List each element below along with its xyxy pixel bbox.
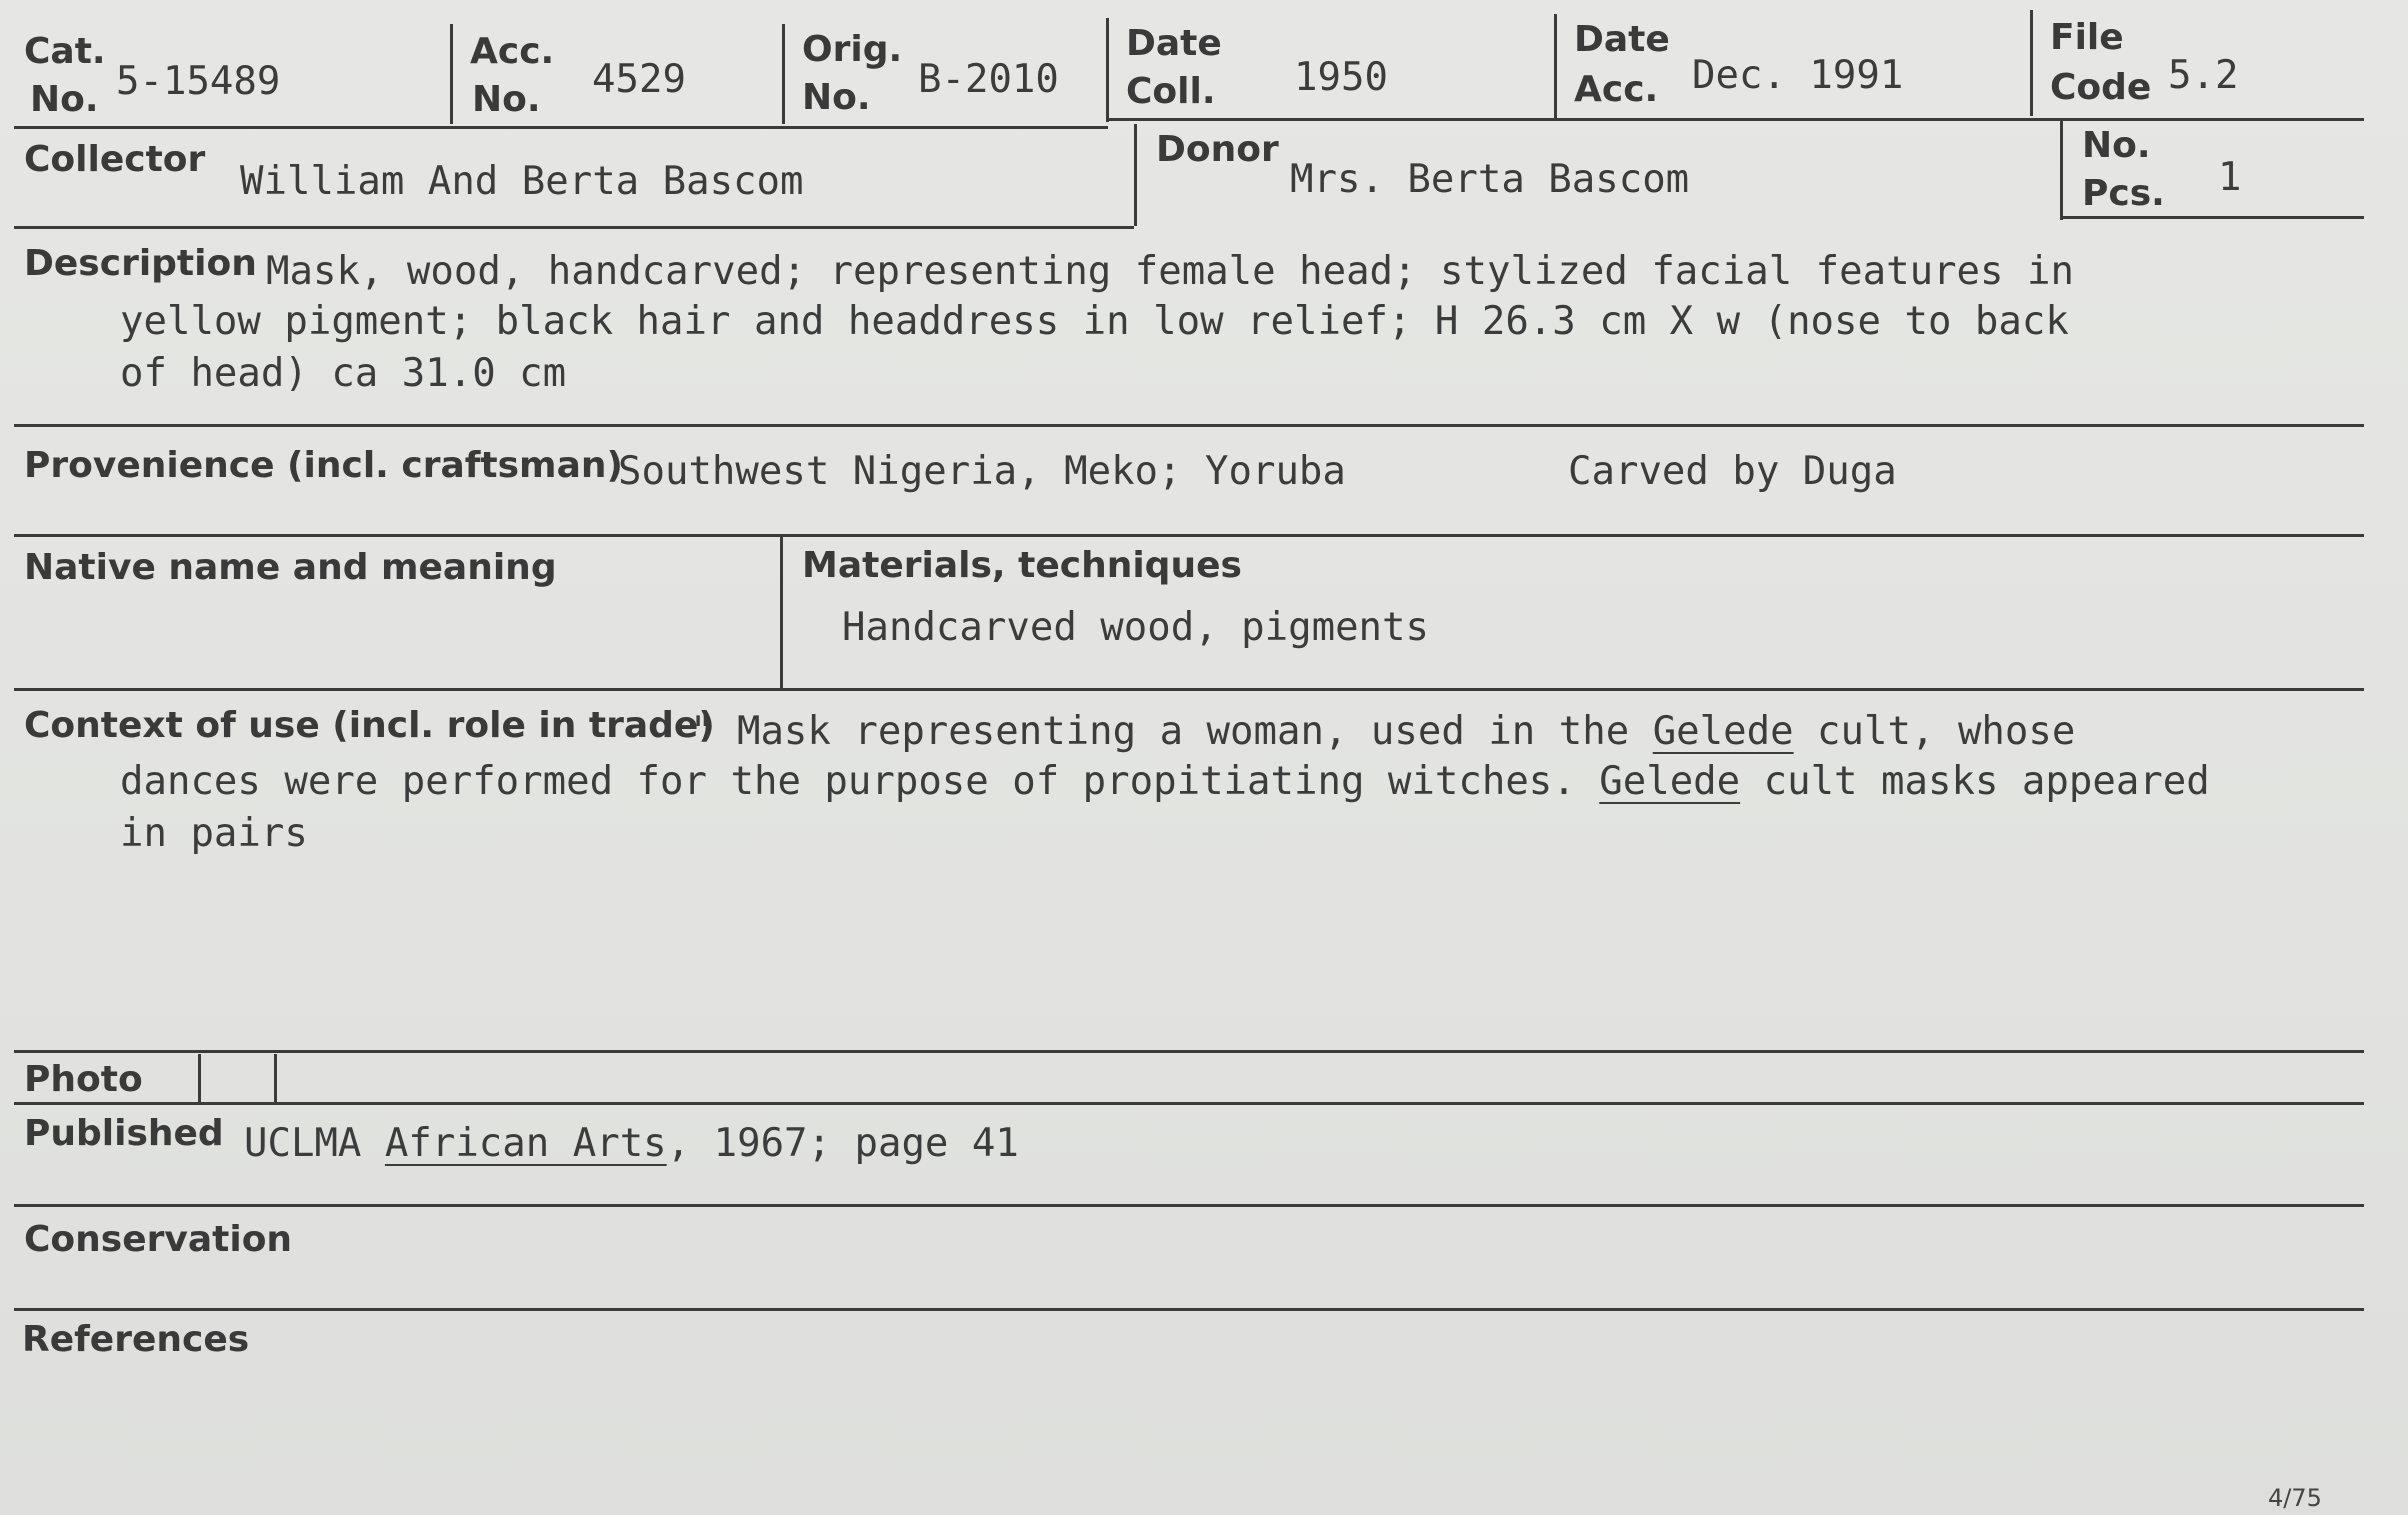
rule: [14, 1102, 2364, 1105]
date-coll-label-top: Date: [1126, 23, 1222, 64]
cat-label-top: Cat.: [24, 31, 106, 72]
pcs-value: 1: [2218, 155, 2242, 200]
photo-box-right: [274, 1054, 277, 1104]
divider: [782, 24, 785, 124]
orig-label-top: Orig.: [802, 29, 903, 70]
materials-label: Materials, techniques: [802, 545, 1242, 586]
published-value: UCLMA African Arts, 1967; page 41: [244, 1121, 1019, 1166]
description-label: Description: [24, 243, 257, 284]
divider: [1106, 18, 1109, 122]
craftsman-value: Carved by Duga: [1568, 449, 1897, 494]
description-line-2: yellow pigment; black hair and headdress in low relief; H 26.3 cm X w (nose to back: [120, 299, 2069, 344]
pcs-label-top: No.: [2082, 125, 2151, 166]
file-label-top: File: [2050, 17, 2124, 58]
rule: [14, 1050, 2364, 1053]
gelede-underlined: Gelede: [1652, 709, 1794, 754]
footer-mark: 4/75: [2268, 1484, 2322, 1512]
pcs-label-bottom: Pcs.: [2082, 173, 2165, 214]
orig-label-bottom: No.: [802, 77, 871, 118]
divider: [2030, 10, 2033, 116]
context-label: Context of use (incl. role in trade): [24, 705, 715, 746]
donor-label: Donor: [1156, 129, 1279, 170]
divider: [1554, 14, 1557, 118]
divider: [450, 24, 453, 124]
photo-box-left: [198, 1054, 201, 1104]
african-arts-title: African Arts: [384, 1121, 667, 1166]
acc-label-bottom: No.: [472, 79, 541, 120]
acc-number: 4529: [592, 57, 686, 102]
rule: [1106, 118, 2364, 121]
provenience-label: Provenience (incl. craftsman): [24, 445, 623, 486]
orig-number: B-2010: [918, 57, 1059, 102]
native-name-label: Native name and meaning: [24, 547, 557, 588]
donor-value: Mrs. Berta Bascom: [1290, 157, 1690, 202]
file-code: 5.2: [2168, 53, 2239, 98]
divider: [780, 536, 783, 688]
rule: [14, 126, 1108, 129]
date-acc-label-top: Date: [1574, 19, 1670, 60]
file-label-bottom: Code: [2050, 67, 2152, 108]
published-label: Published: [24, 1113, 224, 1154]
date-coll-label-bottom: Coll.: [1126, 71, 1216, 112]
date-acc-label-bottom: Acc.: [1574, 69, 1659, 110]
rule: [14, 534, 2364, 537]
cat-label-bottom: No.: [30, 79, 99, 120]
rule: [14, 424, 2364, 427]
context-line-1: " Mask representing a woman, used in the Gelede cult, whose: [690, 709, 2076, 754]
collector-value: William And Berta Bascom: [240, 159, 804, 204]
acc-label-top: Acc.: [470, 31, 555, 72]
date-accessioned: Dec. 1991: [1692, 53, 1904, 98]
rule: [14, 1308, 2364, 1311]
rule: [2060, 216, 2364, 219]
date-collected: 1950: [1294, 55, 1388, 100]
cat-number: 5-15489: [116, 59, 281, 104]
description-line-3: of head) ca 31.0 cm: [120, 351, 567, 396]
context-line-2: dances were performed for the purpose of propitiating witches. Gelede cult masks appeared: [120, 759, 2210, 804]
context-line-3: in pairs: [120, 811, 308, 856]
gelede-underlined: Gelede: [1599, 759, 1741, 804]
collector-label: Collector: [24, 139, 206, 180]
references-label: References: [22, 1319, 250, 1360]
divider: [1134, 124, 1137, 226]
rule: [14, 226, 1134, 229]
rule: [14, 688, 2364, 691]
provenience-value: Southwest Nigeria, Meko; Yoruba: [618, 449, 1346, 494]
materials-value: Handcarved wood, pigments: [842, 605, 1429, 650]
description-line-1: Mask, wood, handcarved; representing female head; stylized facial features in: [266, 249, 2074, 294]
conservation-label: Conservation: [24, 1219, 293, 1260]
divider: [2060, 118, 2063, 220]
rule: [14, 1204, 2364, 1207]
photo-label: Photo: [24, 1059, 143, 1100]
